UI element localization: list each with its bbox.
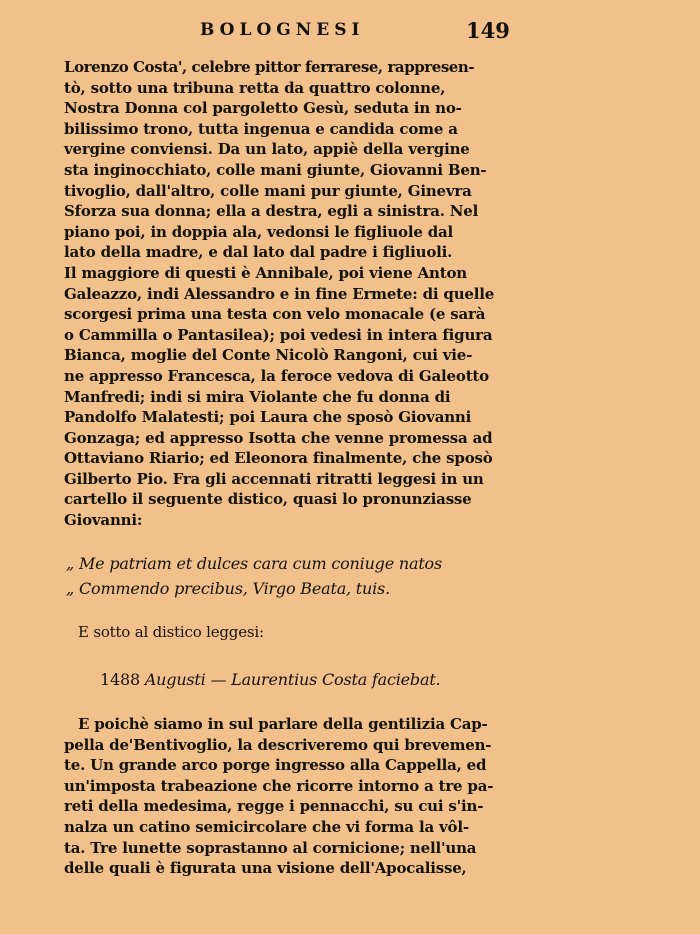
text-line: tivoglio, dall'altro, colle mani pur giunte, Ginevra (64, 181, 472, 200)
text-line: un'imposta trabeazione che ricorre intorno a tre pa- (64, 776, 494, 795)
text-line: lato della madre, e dal lato dal padre i figliuoli. (64, 243, 453, 262)
text-line: ta. Tre lunette soprastanno al cornicione; nell'una (64, 838, 477, 857)
text-line: ne appresso Francesca, la feroce vedova di Galeotto (64, 366, 489, 385)
text-line: tò, sotto una tribuna retta da quattro colonne, (64, 78, 446, 97)
text-line: reti della medesima, regge i pennacchi, su cui s'in- (64, 797, 484, 816)
text-line: scorgesi prima una testa con velo monacale (e sarà (64, 305, 486, 324)
text-line: te. Un grande arco porge ingresso alla Cappella, ed (64, 756, 487, 775)
text-line: Manfredi; indi si mira Violante che fu donna di (64, 387, 451, 406)
text-line: Gilberto Pio. Fra gli accennati ritratti leggesi in un (64, 469, 484, 488)
inscription-intro (78, 622, 534, 643)
inscription (100, 668, 556, 692)
text-line: o Cammilla o Pantasilea); poi vedesi in intera figura (64, 325, 493, 344)
text-line: E sotto al distico leggesi: (78, 623, 264, 641)
inscription-year: 1488 (100, 670, 140, 689)
text-line: Giovanni: (64, 511, 143, 530)
text-line: sta inginocchiato, colle mani giunte, Giovanni Ben- (64, 160, 487, 179)
text-line: Galeazzo, indi Alessandro e in fine Ermete: di quelle (64, 284, 495, 303)
page-header (0, 18, 700, 44)
text-line: nalza un catino semicircolare che vi forma la vôl- (64, 817, 469, 836)
text-line: Ottaviano Riario; ed Eleonora finalmente, che sposò (64, 449, 493, 468)
distich-line: „ Commendo precibus, Virgo Beata, tuis. (66, 579, 390, 598)
text-line: bilissimo trono, tutta ingenua e candida come a (64, 119, 458, 138)
running-title: BOLOGNESI (200, 20, 365, 40)
text-line: Il maggiore di questi è Annibale, poi viene Anton (64, 263, 467, 282)
distich-line: „ Me patriam et dulces cara cum coniuge natos (66, 554, 442, 573)
text-line: Sforza sua donna; ella a destra, egli a sinistra. Nel (64, 202, 479, 221)
text-line: Lorenzo Costa', celebre pittor ferrarese, rappresen- (64, 58, 475, 76)
inscription-line (100, 668, 556, 692)
text-line: delle quali è figurata una visione dell'Apocalisse, (64, 859, 467, 878)
text-line: Gonzaga; ed appresso Isotta che venne promessa ad (64, 428, 493, 447)
text-line: pella de'Bentivoglio, la descriveremo qui brevemen- (64, 735, 492, 754)
paragraph-1 (64, 57, 520, 531)
text-line: E poichè siamo in sul parlare della gentilizia Cap- (78, 715, 488, 733)
text-line: piano poi, in doppia ala, vedonsi le figliuole dal (64, 222, 453, 241)
text-line: vergine conviensi. Da un lato, appiè della vergine (64, 140, 470, 159)
text-line: Bianca, moglie del Conte Nicolò Rangoni, cui vie- (64, 346, 473, 365)
latin-distich (66, 551, 522, 601)
text-line: Pandolfo Malatesti; poi Laura che sposò Giovanni (64, 408, 472, 427)
paragraph-2 (64, 714, 520, 879)
text-line: Nostra Donna col pargoletto Gesù, seduta in no- (64, 99, 462, 118)
text-line: cartello il seguente distico, quasi lo pronunziasse (64, 490, 472, 509)
inscription-text: Augusti — Laurentius Costa faciebat. (144, 670, 441, 689)
page-number: 149 (466, 18, 510, 43)
